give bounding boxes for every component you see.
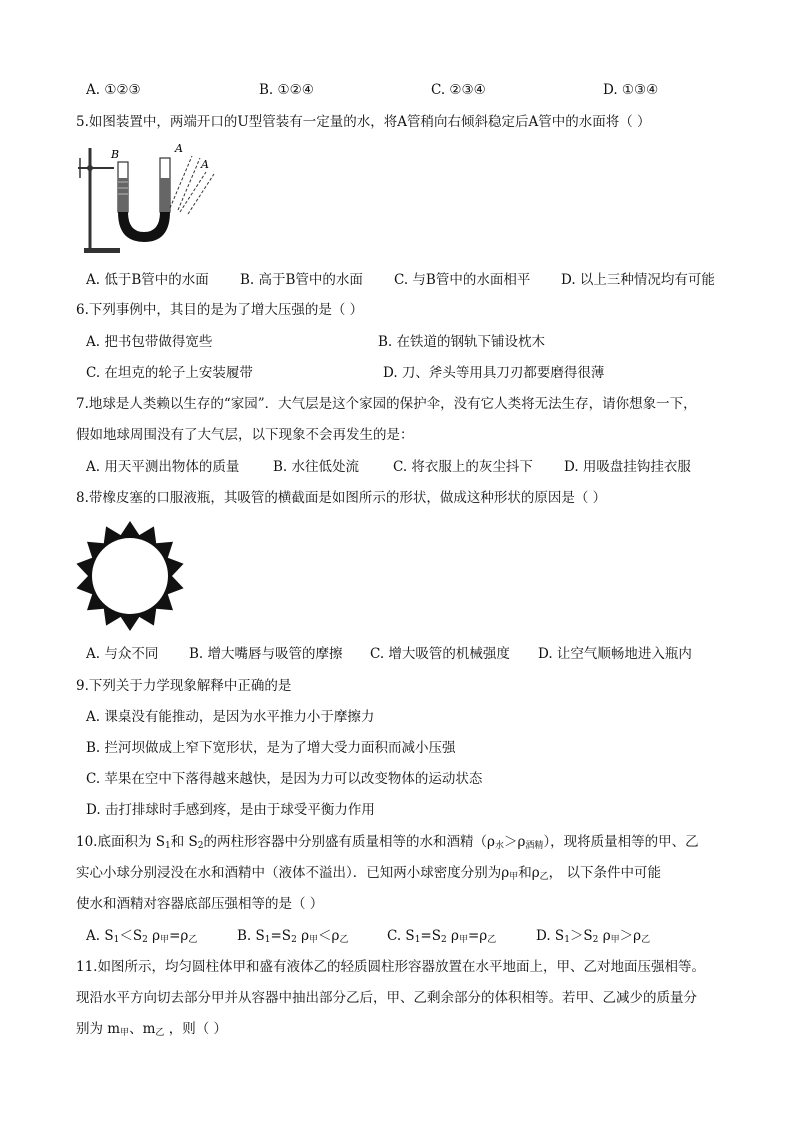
label-a-lower: A bbox=[201, 158, 209, 171]
q5-option-d: D. 以上三种情况均有可能 bbox=[561, 272, 715, 288]
q9-option-b: B. 拦河坝做成上窄下宽形状，是为了增大受力面积而减小压强 bbox=[86, 740, 456, 756]
q6-option-b: B. 在铁道的钢轨下铺设枕木 bbox=[378, 334, 546, 350]
q8-option-d: D. 让空气顺畅地进入瓶内 bbox=[538, 646, 692, 662]
q7-option-b: B. 水往低处流 bbox=[273, 459, 360, 475]
q10-option-c: C. $S_1=S_2$ $\rho_甲=\rho_乙$ bbox=[387, 928, 497, 945]
q11-line1: 11.如图所示，均匀圆柱体甲和盛有液体乙的轻质圆柱形容器放置在水平地面上，甲、乙对地面压强相等。 bbox=[76, 959, 705, 975]
q4-option-d: D. ①③④ bbox=[603, 82, 659, 98]
q9-stem: 9.下列关于力学现象解释中正确的是 bbox=[76, 678, 292, 694]
q5-stem: 5.如图装置中，两端开口的U型管装有一定量的水，将A管稍向右倾斜稳定后A管中的水面将（ ） bbox=[76, 114, 651, 130]
q4-option-c: C. ②③④ bbox=[431, 82, 486, 98]
q9-option-c: C. 苹果在空中下落得越来越快，是因为力可以改变物体的运动状态 bbox=[86, 771, 483, 787]
q7-option-c: C. 将衣服上的灰尘抖下 bbox=[393, 459, 533, 475]
q6-stem: 6.下列事例中，其目的是为了增大压强的是（ ） bbox=[76, 302, 364, 318]
q6-option-c: C. 在坦克的轮子上安装履带 bbox=[86, 365, 253, 381]
q9-option-d: D. 击打排球时手感到疼，是由于球受平衡力作用 bbox=[86, 802, 375, 818]
q10-line2: 实心小球分别浸没在水和酒精中（液体不溢出）．已知两小球密度分别为$\rho_甲$和$\rho_乙$， 以下条件中可能 bbox=[76, 865, 661, 882]
q6-option-d: D. 刀、斧头等用具刀刃都要磨得很薄 bbox=[383, 365, 605, 381]
q10-line1: 10.底面积为 $S_1$和 $S_2$的两柱形容器中分别盛有质量相等的水和酒精$(\rho_水>\rho_{酒精})$，现将质量相等的甲、乙 bbox=[76, 834, 699, 851]
q10-line3: 使水和酒精对容器底部压强相等的是（ ） bbox=[76, 896, 324, 912]
q10-option-b: B. $S_1=S_2$ $\rho_甲<\rho_乙$ bbox=[237, 928, 349, 945]
q7-stem-line2: 假如地球周围没有了大气层，以下现象不会再发生的是： bbox=[76, 427, 414, 443]
q5-option-b: B. 高于B管中的水面 bbox=[240, 272, 363, 288]
q4-option-b: B. ①②④ bbox=[259, 82, 314, 98]
q5-option-c: C. 与B管中的水面相平 bbox=[394, 272, 531, 288]
q11-line3: 别为 $m_甲$、$m_乙$ ，则（ ） bbox=[76, 1021, 228, 1038]
q10-option-d: D. $S_1>S_2$ $\rho_甲>\rho_乙$ bbox=[536, 928, 651, 945]
q7-stem-line1: 7.地球是人类赖以生存的“家园”．大气层是这个家园的保护伞，没有它人类将无法生存，请你想象一下， bbox=[76, 396, 697, 412]
label-a-upper: A bbox=[175, 142, 183, 155]
straw-cross-section-figure bbox=[74, 520, 186, 632]
q8-option-b: B. 增大嘴唇与吸管的摩擦 bbox=[189, 646, 343, 662]
q8-option-c: C. 增大吸管的机械强度 bbox=[370, 646, 510, 662]
stand-base bbox=[84, 248, 120, 253]
q8-option-a: A. 与众不同 bbox=[86, 646, 159, 662]
q10-option-a: A. $S_1<S_2$ $\rho_甲=\rho_乙$ bbox=[86, 928, 198, 945]
q8-stem: 8.带橡皮塞的口服液瓶，其吸管的横截面是如图所示的形状，做成这种形状的原因是（ ） bbox=[76, 490, 607, 506]
straw-inner-hole bbox=[92, 538, 168, 614]
q4-option-a: A. ①②③ bbox=[86, 82, 141, 98]
u-tube-figure bbox=[74, 138, 224, 260]
q7-option-d: D. 用吸盘挂钩挂衣服 bbox=[564, 459, 691, 475]
q11-line2: 现沿水平方向切去部分甲并从容器中抽出部分乙后，甲、乙剩余部分的体积相等。若甲、乙减少的质量分 bbox=[76, 990, 697, 1006]
q9-option-a: A. 课桌没有能推动，是因为水平推力小于摩擦力 bbox=[86, 709, 375, 725]
q6-option-a: A. 把书包带做得宽些 bbox=[86, 334, 213, 350]
q7-option-a: A. 用天平测出物体的质量 bbox=[86, 459, 240, 475]
q5-option-a: A. 低于B管中的水面 bbox=[86, 272, 209, 288]
label-b: B bbox=[111, 148, 120, 161]
